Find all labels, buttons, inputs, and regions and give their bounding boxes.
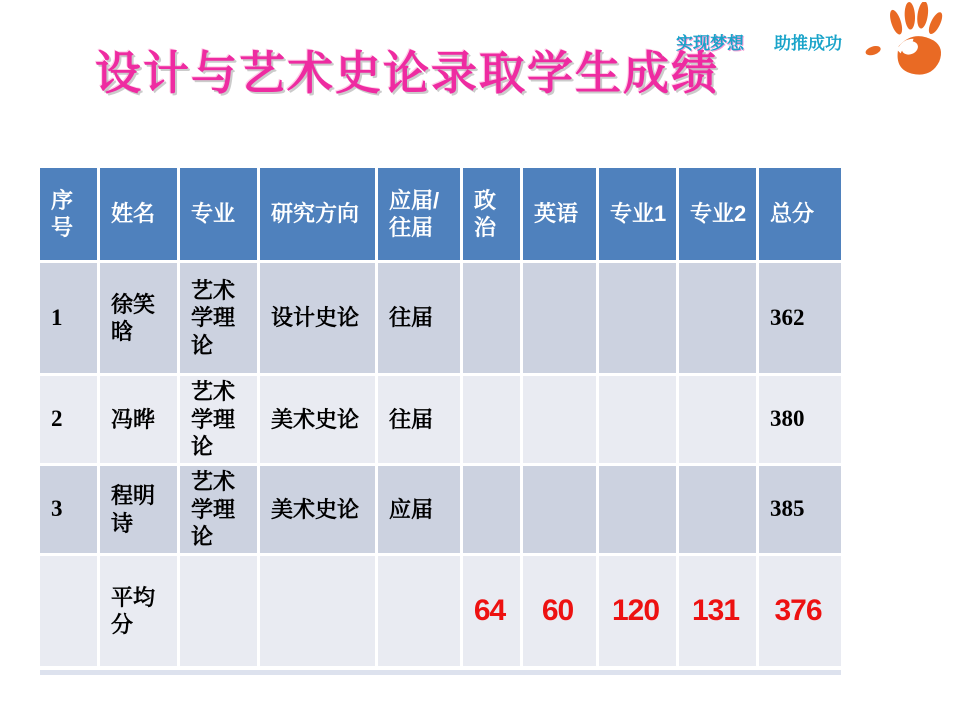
header-cell-politics: 政治 bbox=[463, 168, 520, 260]
cell-politics bbox=[463, 466, 520, 553]
cell-total: 362 bbox=[759, 263, 841, 373]
cell-major: 艺术学理论 bbox=[180, 376, 257, 463]
cell-major bbox=[180, 556, 257, 666]
cell-no: 1 bbox=[40, 263, 97, 373]
cell-name: 徐笑晗 bbox=[100, 263, 177, 373]
average-politics: 64 bbox=[463, 556, 520, 666]
header-cell-no: 序号 bbox=[40, 168, 97, 260]
header-cell-major1: 专业1 bbox=[599, 168, 676, 260]
cell-direction bbox=[260, 556, 375, 666]
cell-total: 380 bbox=[759, 376, 841, 463]
header-cell-name: 姓名 bbox=[100, 168, 177, 260]
scores-table bbox=[37, 165, 844, 669]
cell-major: 艺术学理论 bbox=[180, 466, 257, 553]
cell-no: 2 bbox=[40, 376, 97, 463]
cell-english bbox=[523, 263, 596, 373]
cell-major2 bbox=[679, 263, 756, 373]
cell-major: 艺术学理论 bbox=[180, 263, 257, 373]
cell-name: 程明诗 bbox=[100, 466, 177, 553]
cell-english bbox=[523, 376, 596, 463]
handprint-icon bbox=[862, 2, 954, 80]
table-row bbox=[40, 376, 841, 463]
header-cell-major: 专业 bbox=[180, 168, 257, 260]
header-cell-total: 总分 bbox=[759, 168, 841, 260]
cell-name: 冯晔 bbox=[100, 376, 177, 463]
table-row bbox=[40, 466, 841, 553]
slogan-part1: 实现梦想 bbox=[676, 34, 744, 53]
table-header-row bbox=[40, 168, 841, 260]
cell-major2 bbox=[679, 376, 756, 463]
slogan-part2: 助推成功 bbox=[774, 34, 842, 53]
page-title: 设计与艺术史论录取学生成绩 bbox=[95, 47, 719, 99]
header-cell-status: 应届/往届 bbox=[378, 168, 460, 260]
cell-direction: 设计史论 bbox=[260, 263, 375, 373]
cell-status bbox=[378, 556, 460, 666]
cell-direction: 美术史论 bbox=[260, 376, 375, 463]
cell-status: 往届 bbox=[378, 263, 460, 373]
cell-status: 应届 bbox=[378, 466, 460, 553]
cell-status: 往届 bbox=[378, 376, 460, 463]
cell-major1 bbox=[599, 263, 676, 373]
cell-no: 3 bbox=[40, 466, 97, 553]
table-average-row bbox=[40, 556, 841, 666]
table-row bbox=[40, 263, 841, 373]
cell-no bbox=[40, 556, 97, 666]
average-total: 376 bbox=[759, 556, 841, 666]
average-major1: 120 bbox=[599, 556, 676, 666]
cell-total: 385 bbox=[759, 466, 841, 553]
slogan bbox=[676, 29, 842, 54]
cell-english bbox=[523, 466, 596, 553]
cell-major1 bbox=[599, 376, 676, 463]
cell-major1 bbox=[599, 466, 676, 553]
header-cell-english: 英语 bbox=[523, 168, 596, 260]
average-english: 60 bbox=[523, 556, 596, 666]
cell-major2 bbox=[679, 466, 756, 553]
average-major2: 131 bbox=[679, 556, 756, 666]
header-cell-major2: 专业2 bbox=[679, 168, 756, 260]
cell-politics bbox=[463, 376, 520, 463]
header-cell-direction: 研究方向 bbox=[260, 168, 375, 260]
cell-direction: 美术史论 bbox=[260, 466, 375, 553]
average-label: 平均分 bbox=[100, 556, 177, 666]
table-bottom-edge bbox=[40, 670, 841, 675]
cell-politics bbox=[463, 263, 520, 373]
